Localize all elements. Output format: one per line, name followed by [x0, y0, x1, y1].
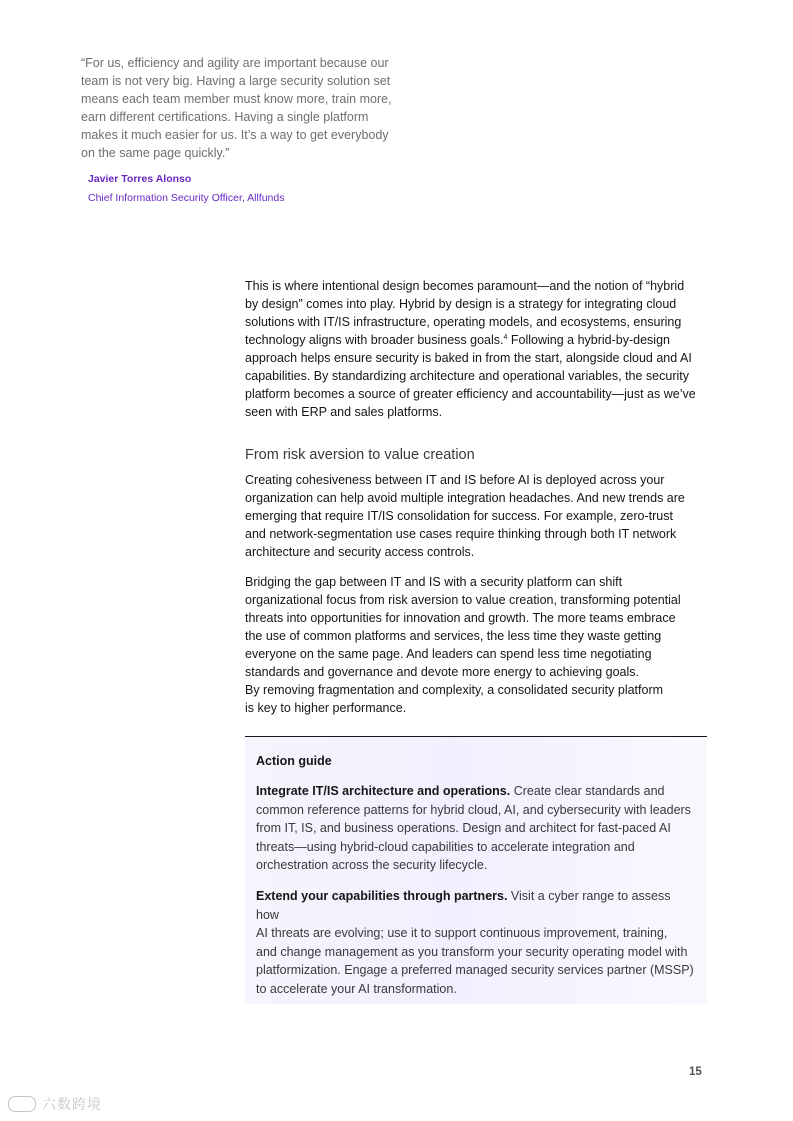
- action-guide-item: [256, 887, 695, 999]
- pull-quote: [81, 54, 411, 162]
- quote-text: “For us, efficiency and agility are important because our team is not very big. Having a large security solution set means each team member must know more, train more, earn different certifications. Having a single platform makes it much easier for us. It’s a way to get everybody on the same page quickly.”: [81, 56, 392, 160]
- author-role: Chief Information Security Officer, Allfunds: [88, 192, 285, 204]
- watermark-logo-icon: [8, 1096, 36, 1112]
- action-guide-item: [256, 782, 695, 875]
- body-paragraph-1: Creating cohesiveness between IT and IS before AI is deployed across your organization can help avoid multiple integration headaches. And new trends are emerging that require IT/IS consolidation for success. For example, zero-trust and network-segmentation use cases require thinking through both IT network architecture and security access controls.: [245, 473, 685, 559]
- action-guide-title: Action guide: [256, 754, 332, 768]
- footnote-ref: 4: [503, 333, 508, 341]
- action-item-text: Visit a cyber range to assess how AI threats are evolving; use it to support continuous improvement, training, and change management as you transform your security operating model with platformization. Engage a preferred managed security services partner (MSSP) to accelerate your AI transformation.: [256, 888, 694, 996]
- action-guide-box: [245, 736, 707, 1004]
- body-paragraph-2: Bridging the gap between IT and IS with a security platform can shift organizational focus from risk aversion to value creation, transforming potential threats into opportunities for innovation and growth. The more teams embrace the use of common platforms and services, the less time they waste getting everyone on the same page. And leaders can spend less time negotiating standards and governance and devote more energy to achieving goals. By removing fragmentation and complexity, a consolidated security platform is key to higher performance.: [245, 575, 681, 715]
- intro-paragraph: [245, 277, 707, 421]
- intro-text-b: Following a hybrid-by-design approach helps ensure security is baked in from the start, alongside cloud and AI capabilities. By standardizing architecture and operational variables, the security platform becomes a source of greater efficiency and accountability—just as we’ve seen with ERP and sales platforms.: [245, 333, 696, 419]
- watermark: [8, 1094, 102, 1114]
- page-number: 15: [689, 1066, 702, 1078]
- action-item-lead: Extend your capabilities through partners.: [256, 888, 508, 903]
- watermark-text: 六数跨境: [42, 1096, 102, 1112]
- main-column: [245, 277, 707, 717]
- action-item-text: Create clear standards and common reference patterns for hybrid cloud, AI, and cybersecurity with leaders from IT, IS, and business operations. Design and architect for fast-paced AI threats—using hybrid-cloud capabilities to accelerate integration and orchestration across the security lifecycle.: [256, 784, 691, 873]
- action-item-lead: Integrate IT/IS architecture and operations.: [256, 784, 511, 798]
- intro-text-a: This is where intentional design becomes paramount—and the notion of “hybrid by design” comes into play. Hybrid by design is a strategy for integrating cloud solutions with IT/IS infrastructure, operating models, and ecosystems, ensuring technology aligns with broader business goals.: [245, 279, 685, 347]
- section-heading: From risk aversion to value creation: [245, 447, 475, 463]
- author-name: Javier Torres Alonso: [88, 173, 192, 185]
- quote-attribution: [88, 171, 284, 206]
